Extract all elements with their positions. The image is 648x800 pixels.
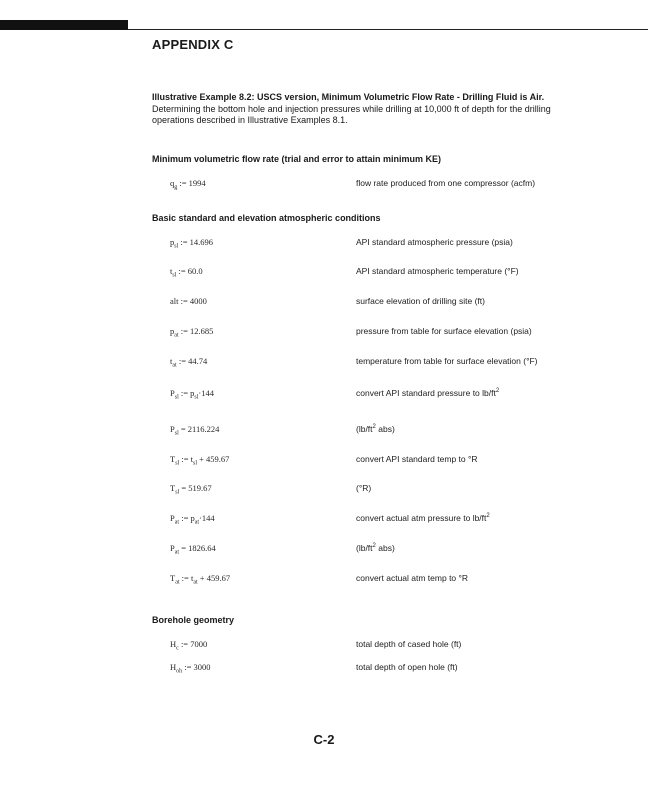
equation-row-qg [0, 178, 648, 192]
equation-description: surface elevation of drilling site (ft) [356, 296, 485, 306]
equation-expression: $P_{at} = 1826.64$ [170, 543, 216, 556]
equation-row-tsl-result [0, 483, 648, 497]
equation-row-tsl [0, 266, 648, 280]
equation-row-psl-conversion [0, 388, 648, 402]
equation-row-pat [0, 326, 648, 340]
equation-description: ($lb/ft^2$ abs) [356, 424, 395, 434]
equation-row-tat-conversion [0, 573, 648, 587]
header-rule [128, 29, 648, 30]
equation-row-tsl-conversion [0, 454, 648, 468]
equation-expression: $p_{at}$ := 12.685 [170, 326, 214, 339]
equation-description: flow rate produced from one compressor (acfm) [356, 178, 536, 188]
equation-expression: $P_{sl}$ := $p_{sl}\cdot 144$ [170, 388, 215, 401]
equation-description: temperature from table for surface elevation (°F) [356, 356, 538, 366]
equation-description: API standard atmospheric temperature (°F) [356, 266, 519, 276]
page-number: C-2 [313, 732, 335, 747]
equation-expression: $P_{sl} = 2116.224$ [170, 424, 220, 437]
appendix-title: APPENDIX C [152, 37, 234, 52]
equation-description: convert actual atm pressure to $lb/ft^2$ [356, 513, 490, 523]
equation-row-psl-result [0, 424, 648, 438]
equation-description: ($lb/ft^2$ abs) [356, 543, 395, 553]
equation-expression: $t_{at}$ := 44.74 [170, 356, 208, 369]
section-heading-atmospheric: Basic standard and elevation atmospheric conditions [152, 213, 381, 223]
equation-expression: $H_{oh}$ := 3000 [170, 662, 211, 675]
header-black-bar [0, 20, 128, 30]
equation-row-tat [0, 356, 648, 370]
intro-paragraph [152, 92, 592, 127]
equation-description: convert actual atm temp to °R [356, 573, 469, 583]
equation-expression: $P_{at}$ := $p_{at}\cdot 144$ [170, 513, 215, 526]
equation-row-psl [0, 237, 648, 251]
equation-description: total depth of cased hole (ft) [356, 639, 462, 649]
equation-description: API standard atmospheric pressure (psia) [356, 237, 513, 247]
equation-row-pat-conversion [0, 513, 648, 527]
equation-expression: $T_{sl} = 519.67$ [170, 483, 212, 496]
equation-description: convert API standard temp to °R [356, 454, 478, 464]
equation-expression: $p_{sl}$ := 14.696 [170, 237, 214, 250]
section-heading-borehole: Borehole geometry [152, 615, 235, 625]
equation-row-alt [0, 296, 648, 310]
equation-expression: $t_{sl}$ := 60.0 [170, 266, 203, 279]
equation-expression: alt := 4000 [170, 296, 207, 306]
equation-row-pat-result [0, 543, 648, 557]
equation-description: total depth of open hole (ft) [356, 662, 458, 672]
example-title: Illustrative Example 8.2: USCS version, Minimum Volumetric Flow Rate - Drilling Fluid is Air. [152, 92, 545, 102]
equation-row-hc [0, 639, 648, 653]
equation-expression: $T_{at}$ := $t_{at} + 459.67$ [170, 573, 231, 586]
section-heading-flow-rate: Minimum volumetric flow rate (trial and error to attain minimum KE) [152, 154, 442, 164]
equation-description: convert API standard pressure to $lb/ft^2$ [356, 388, 500, 398]
equation-expression: $q_g$ := 1994 [170, 178, 206, 191]
equation-description: (°R) [356, 483, 372, 493]
equation-expression: $H_c$ := 7000 [170, 639, 208, 652]
equation-row-hoh [0, 662, 648, 676]
equation-expression: $T_{sl}$ := $t_{sl} + 459.67$ [170, 454, 230, 467]
example-description: Determining the bottom hole and injection pressures while drilling at 10,000 ft of depth for the drilling operations described in Illustrative Examples 8.1. [152, 103, 551, 125]
equation-description: pressure from table for surface elevation (psia) [356, 326, 532, 336]
